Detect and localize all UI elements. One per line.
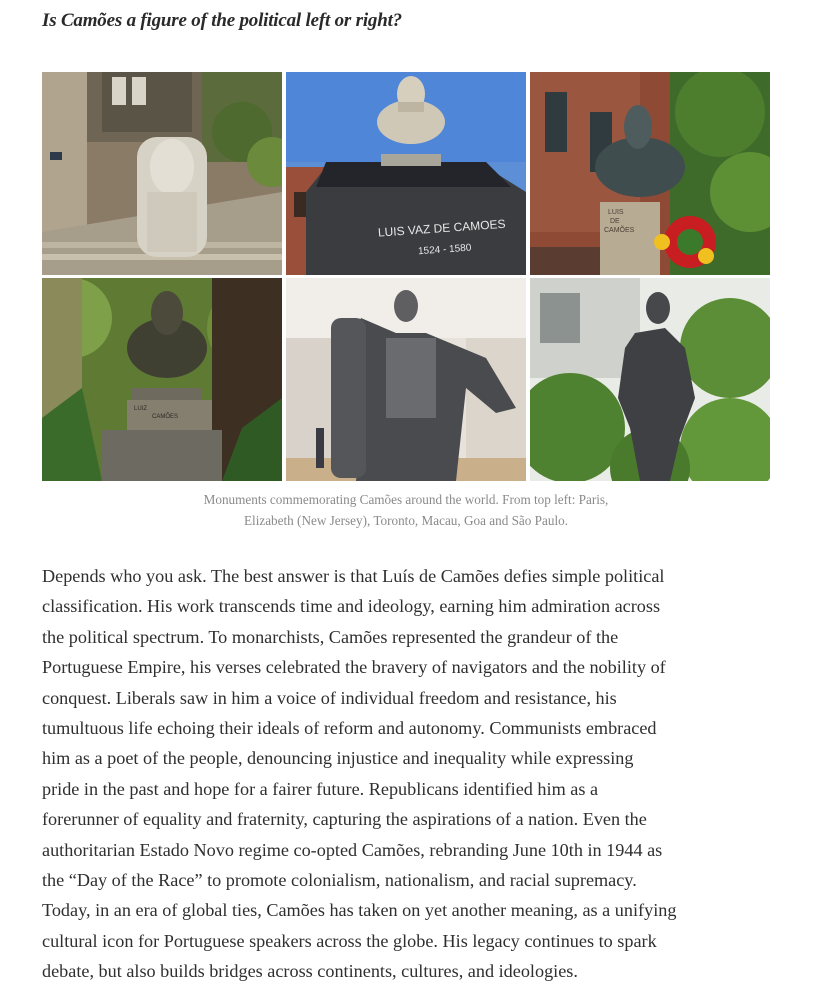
body-line: the political spectrum. To monarchists, Camões represented the grandeur of the bbox=[42, 626, 619, 647]
elizabeth-engraving-years: 1524 - 1580 bbox=[417, 242, 472, 258]
body-line: authoritarian Estado Novo regime co-opted Camões, rebranding June 10th in 1944 as bbox=[42, 839, 663, 860]
elizabeth-engraving-name: LUIS VAZ DE CAMOES bbox=[377, 216, 506, 240]
paris-monument-image bbox=[42, 72, 282, 275]
body-line: Portuguese Empire, his verses celebrated the bravery of navigators and the nobility of bbox=[42, 657, 666, 678]
body-line: him as a poet of the people, denouncing injustice and inequality while expressing bbox=[42, 748, 634, 769]
photo-toronto-monument bbox=[530, 72, 770, 275]
toronto-monument-image bbox=[530, 72, 770, 275]
macau-monument-image bbox=[42, 278, 282, 481]
body-line: cultural icon for Portuguese speakers across the globe. His legacy continues to spark bbox=[42, 930, 657, 951]
body-line: conquest. Liberals saw in him a voice of individual freedom and resistance, his bbox=[42, 687, 617, 708]
article-body-paragraph bbox=[42, 561, 777, 987]
body-line: the “Day of the Race” to promote colonialism, nationalism, and racial supremacy. bbox=[42, 870, 637, 891]
macau-engraving-l1: LUIZ bbox=[134, 406, 148, 412]
elizabeth-monument-image bbox=[286, 72, 526, 275]
toronto-engraving-l3: CAMÕES bbox=[604, 227, 635, 234]
toronto-engraving-l1: LUIS bbox=[608, 209, 624, 216]
toronto-engraving-l2: DE bbox=[610, 218, 620, 225]
monument-photo-gallery bbox=[42, 72, 770, 481]
body-line: tumultuous life echoing their ideals of reform and autonomy. Communists embraced bbox=[42, 718, 657, 739]
body-line: Today, in an era of global ties, Camões has taken on yet another meaning, as a unifying bbox=[42, 900, 677, 921]
body-line: forerunner of equality and fraternity, capturing the aspirations of a nation. Even the bbox=[42, 809, 647, 830]
sao-paulo-monument-image bbox=[530, 278, 770, 481]
photo-macau-monument bbox=[42, 278, 282, 481]
caption-line-1: Monuments commemorating Camões around the world. From top left: Paris, bbox=[203, 492, 609, 507]
goa-monument-image bbox=[286, 278, 526, 481]
caption-line-2: Elizabeth (New Jersey), Toronto, Macau, Goa and São Paulo. bbox=[243, 513, 569, 528]
body-line: classification. His work transcends time and ideology, earning him admiration across bbox=[42, 596, 661, 617]
body-line: debate, but also builds bridges across continents, cultures, and ideologies. bbox=[42, 961, 578, 982]
photo-goa-monument bbox=[286, 278, 526, 481]
photo-elizabeth-monument bbox=[286, 72, 526, 275]
article-heading: Is Camões a figure of the political left or right? bbox=[42, 10, 402, 31]
photo-paris-monument bbox=[42, 72, 282, 275]
body-line: pride in the past and hope for a fairer future. Republicans identified him as a bbox=[42, 778, 599, 799]
body-line: Depends who you ask. The best answer is that Luís de Camões defies simple political bbox=[42, 566, 665, 586]
photo-sao-paulo-monument bbox=[530, 278, 770, 481]
macau-engraving-l2: CAMÕES bbox=[152, 414, 179, 420]
gallery-caption bbox=[42, 489, 770, 531]
